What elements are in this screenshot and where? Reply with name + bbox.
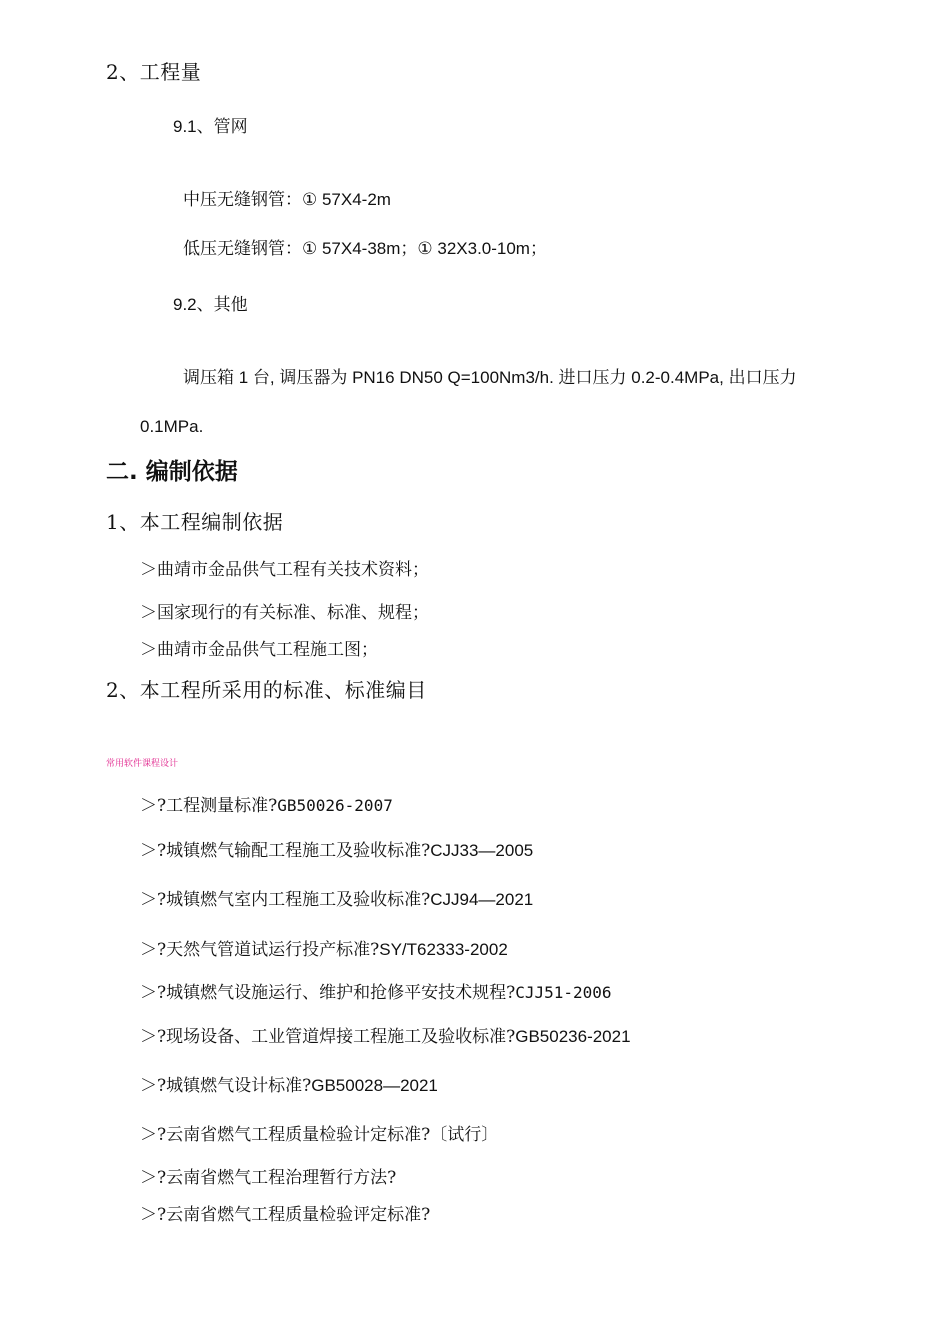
standard-title: ＞?城镇燃气输配工程施工及验收标准? xyxy=(140,841,431,861)
heading-quantities: 2、工程量 xyxy=(106,60,202,84)
standard-item xyxy=(140,941,508,959)
standard-code: SY/T62333-2002 xyxy=(379,940,508,959)
standard-item xyxy=(140,842,533,860)
low-pressure-pipe: 低压无缝钢管：① 57X4-38m；① 32X3.0-10m； xyxy=(183,239,547,258)
standard-item xyxy=(140,1207,430,1224)
regulator-description-line2: 0.1MPa. xyxy=(140,417,204,436)
standard-title: ＞?工程测量标准? xyxy=(140,796,278,816)
subheading-project-basis: 1、本工程编制依据 xyxy=(106,510,284,534)
basis-item: ＞曲靖市金品供气工程有关技术资料； xyxy=(140,560,429,580)
standard-item xyxy=(140,1077,438,1095)
standard-code: GB50236-2021 xyxy=(515,1027,631,1046)
standard-item xyxy=(140,1170,396,1187)
basis-item: ＞曲靖市金品供气工程施工图； xyxy=(140,640,378,660)
heading-basis: 二. 编制依据 xyxy=(106,459,238,485)
standard-item xyxy=(140,891,533,909)
standard-title: ＞?天然气管道试运行投产标准? xyxy=(140,940,380,960)
standard-title: ＞?云南省燃气工程质量检验评定标准? xyxy=(140,1205,431,1225)
watermark-text: 常用软件课程设计 xyxy=(106,759,179,769)
standard-code: CJJ51-2006 xyxy=(515,983,612,1002)
standard-code: CJJ94—2021 xyxy=(430,890,534,909)
standard-title: ＞?城镇燃气设施运行、维护和抢修平安技术规程? xyxy=(140,983,516,1003)
basis-item: ＞国家现行的有关标准、标准、规程； xyxy=(140,603,429,623)
subheading-standards-list: 2、本工程所采用的标准、标准编目 xyxy=(106,678,427,702)
standard-title: ＞?云南省燃气工程质量检验计定标准?〔试行〕 xyxy=(140,1125,499,1145)
standard-title: ＞?城镇燃气设计标准? xyxy=(140,1076,312,1096)
subheading-other: 9.2、其他 xyxy=(173,295,248,314)
regulator-description-line1: 调压箱 1 台, 调压器为 PN16 DN50 Q=100Nm3/h. 进口压力 0.2-0.4MPa, 出口压力 xyxy=(183,368,797,387)
standard-title: ＞?城镇燃气室内工程施工及验收标准? xyxy=(140,890,431,910)
subheading-pipe-network: 9.1、管网 xyxy=(173,117,248,136)
standard-code: GB50028—2021 xyxy=(311,1076,438,1095)
standard-code: GB50026-2007 xyxy=(277,796,393,815)
standard-title: ＞?现场设备、工业管道焊接工程施工及验收标准? xyxy=(140,1027,516,1047)
standard-item xyxy=(140,985,612,1002)
standard-item xyxy=(140,798,393,815)
standard-item xyxy=(140,1028,631,1046)
medium-pressure-pipe: 中压无缝钢管：① 57X4-2m xyxy=(183,190,391,209)
standard-item xyxy=(140,1127,498,1144)
standard-title: ＞?云南省燃气工程治理暂行方法? xyxy=(140,1168,397,1188)
standard-code: CJJ33—2005 xyxy=(430,841,534,860)
